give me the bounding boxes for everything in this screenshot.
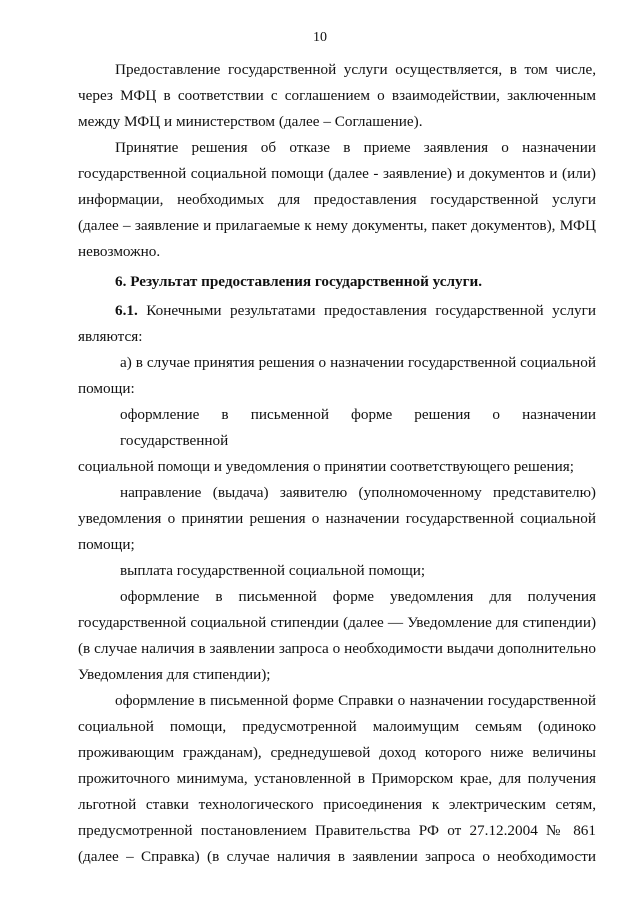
clause-text: Конечными результатами предоставления государственной услуги bbox=[137, 302, 596, 319]
text-line: помощи; bbox=[78, 536, 135, 553]
text-line: (в случае наличия в заявлении запроса о необходимости выдачи дополнительно bbox=[78, 640, 596, 657]
text-line: помощи: bbox=[78, 380, 135, 397]
text-line: информации, необходимых для предоставления государственной услуги bbox=[78, 191, 596, 208]
text-line: проживающим гражданам), среднедушевой доход которого ниже величины bbox=[78, 744, 596, 761]
item-notification-delivery bbox=[78, 480, 596, 558]
text-line: оформление в письменной форме решения о назначении государственной bbox=[120, 406, 596, 449]
item-certificate bbox=[78, 688, 596, 870]
text-line: оформление в письменной форме уведомления для получения bbox=[120, 588, 596, 605]
item-decision-form bbox=[78, 402, 596, 480]
text-line: уведомления о принятии решения о назначении государственной социальной bbox=[78, 510, 596, 527]
paragraph-refusal-decision bbox=[78, 135, 596, 265]
text-line: Предоставление государственной услуги осуществляется, в том числе, bbox=[115, 61, 596, 78]
text-line: невозможно. bbox=[78, 243, 161, 260]
text-line: через МФЦ в соответствии с соглашением о взаимодействии, заключенным bbox=[78, 87, 596, 104]
text-line: а) в случае принятия решения о назначении государственной социальной bbox=[120, 354, 596, 371]
text-line: предусмотренной постановлением Правительства РФ от 27.12.2004 № 861 bbox=[78, 822, 596, 839]
item-a bbox=[78, 350, 596, 402]
text-line: между МФЦ и министерством (далее – Соглашение). bbox=[78, 113, 423, 130]
text-line: государственной социальной стипендии (далее — Уведомление для стипендии) bbox=[78, 614, 596, 631]
text-line: Уведомления для стипендии); bbox=[78, 666, 271, 683]
text-line: социальной помощи, предусмотренной малоимущим семьям (одиноко bbox=[78, 718, 596, 735]
paragraph-mfc-provision bbox=[78, 57, 596, 135]
text-line: государственной социальной помощи (далее - заявление) и документов и (или) bbox=[78, 165, 596, 182]
item-payment bbox=[78, 558, 596, 584]
text-line: льготной ставки технологического присоединения к электрическим сетям, bbox=[78, 796, 596, 813]
text-line: (далее – Справка) (в случае наличия в заявлении запроса о необходимости bbox=[78, 848, 596, 865]
text-line: направление (выдача) заявителю (уполномоченному представителю) bbox=[120, 484, 596, 501]
text-line: Принятие решения об отказе в приеме заявления о назначении bbox=[115, 139, 596, 156]
clause-6-1 bbox=[78, 298, 596, 350]
text-line: (далее – заявление и прилагаемые к нему документы, пакет документов), МФЦ bbox=[78, 217, 596, 234]
clause-number: 6.1. bbox=[115, 302, 138, 319]
section-heading: 6. Результат предоставления государственной услуги. bbox=[115, 273, 483, 290]
text-line: социальной помощи и уведомления о принятии соответствующего решения; bbox=[78, 458, 574, 475]
page-number: 10 bbox=[313, 30, 327, 45]
document-body bbox=[78, 57, 596, 870]
text-line: прожиточного минимума, установленной в Приморском крае, для получения bbox=[78, 770, 596, 787]
text-line bbox=[78, 298, 596, 324]
text-line: выплата государственной социальной помощи; bbox=[120, 562, 426, 579]
item-scholarship-notice bbox=[78, 584, 596, 688]
text-line: оформление в письменной форме Справки о назначении государственной bbox=[115, 692, 596, 709]
text-line: являются: bbox=[78, 328, 143, 345]
